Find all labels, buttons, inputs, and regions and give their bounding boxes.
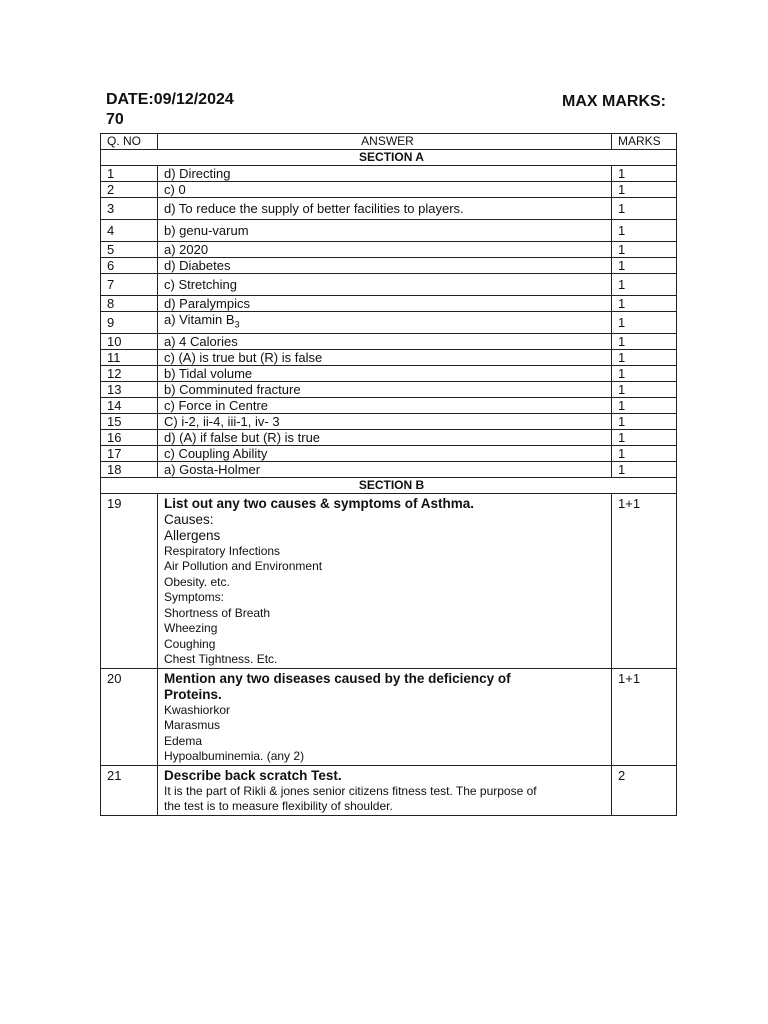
answer-21-line2: the test is to measure flexibility of shoulder. [164,799,393,814]
section-a-title: SECTION A [101,150,677,166]
table-row-21 [101,765,677,815]
answer-text: a) 2020 [164,242,209,257]
answer-text: d) Diabetes [164,258,231,273]
answer-20 [158,668,612,765]
answer-text: b) genu-varum [164,223,249,238]
section-b-row [101,477,677,493]
answer-text: d) To reduce the supply of better facilities to players. [164,201,464,216]
table-row [101,429,677,445]
answer-text: c) Coupling Ability [164,445,268,461]
qno-cell: 15 [101,413,158,429]
answer-cell [158,461,612,477]
table-row [101,397,677,413]
table-row [101,166,677,182]
answer-cell [158,381,612,397]
qno-cell: 3 [101,198,158,220]
table-row [101,461,677,477]
answer-text: c) Stretching [164,277,237,292]
marks-cell: 1 [612,242,677,258]
qno-cell: 12 [101,365,158,381]
header-marks: MARKS [612,134,677,150]
question-19: List out any two causes & symptoms of Asthma. [164,495,475,511]
answer-text: c) (A) is true but (R) is false [164,349,323,365]
qno-cell: 1 [101,166,158,182]
cause-allergens: Allergens [164,527,221,543]
table-row-20 [101,668,677,765]
qno-cell: 14 [101,397,158,413]
max-marks-label: MAX MARKS: [562,93,666,110]
section-a-row [101,150,677,166]
qno-cell: 10 [101,333,158,349]
answer-21 [158,765,612,815]
answer-text: a) Vitamin B [164,312,235,327]
answer-cell [158,274,612,296]
qno-cell: 11 [101,349,158,365]
marks-cell: 1 [612,258,677,274]
question-21: Describe back scratch Test. [164,767,342,783]
marks-cell: 1 [612,182,677,198]
table-row [101,242,677,258]
qno-cell: 6 [101,258,158,274]
table-row [101,381,677,397]
answer-text: b) Comminuted fracture [164,381,301,397]
disease-item: Kwashiorkor [164,702,231,717]
answer-19 [158,493,612,668]
symptom-item: Shortness of Breath [164,605,271,620]
table-row [101,198,677,220]
marks-cell: 1 [612,274,677,296]
qno-cell: 4 [101,220,158,242]
question-20-line1: Mention any two diseases caused by the deficiency of [164,670,511,686]
marks-cell: 1 [612,365,677,381]
qno-cell: 13 [101,381,158,397]
answer-cell [158,429,612,445]
qno-cell: 17 [101,445,158,461]
answer-text: a) Gosta-Holmer [164,461,261,477]
cause-item: Air Pollution and Environment [164,559,323,574]
table-row [101,296,677,312]
symptom-item: Coughing [164,636,216,651]
disease-item: Edema [164,733,203,748]
answer-text: a) 4 Calories [164,333,238,349]
marks-cell: 1 [612,312,677,334]
table-header-row [101,134,677,150]
table-row [101,333,677,349]
qno-cell: 7 [101,274,158,296]
answer-subscript: 3 [234,319,240,330]
qno-cell: 9 [101,312,158,334]
qno-cell: 18 [101,461,158,477]
symptom-item: Chest Tightness. Etc. [164,652,278,667]
marks-cell: 1 [612,198,677,220]
exam-date: DATE:09/12/2024 [106,91,234,108]
max-marks-value: 70 [106,111,124,128]
qno-cell: 5 [101,242,158,258]
marks-cell: 1 [612,461,677,477]
disease-item: Hypoalbuminemia. (any 2) [164,749,305,764]
header-qno: Q. NO [101,134,158,150]
table-row [101,258,677,274]
table-row-19 [101,493,677,668]
symptom-item: Wheezing [164,621,218,636]
qno-cell: 16 [101,429,158,445]
answer-cell [158,413,612,429]
table-row [101,349,677,365]
marks-cell: 1 [612,445,677,461]
marks-cell: 1 [612,333,677,349]
answer-cell [158,333,612,349]
question-20-line2: Proteins. [164,686,222,702]
answer-text: c) Force in Centre [164,397,269,413]
cause-item: Respiratory Infections [164,543,281,558]
table-row [101,274,677,296]
marks-cell: 1 [612,166,677,182]
marks-20: 1+1 [612,668,677,765]
answer-cell [158,242,612,258]
marks-cell: 1 [612,220,677,242]
answer-cell [158,220,612,242]
causes-label: Causes: [164,511,214,527]
disease-item: Marasmus [164,718,221,733]
qno-cell: 8 [101,296,158,312]
qno-19: 19 [101,493,158,668]
answer-cell [158,198,612,220]
marks-19: 1+1 [612,493,677,668]
table-row [101,182,677,198]
marks-21: 2 [612,765,677,815]
cause-item: Obesity. etc. [164,574,230,589]
answer-cell [158,258,612,274]
table-row [101,312,677,334]
answer-cell [158,182,612,198]
table-row [101,365,677,381]
marks-cell: 1 [612,296,677,312]
marks-cell: 1 [612,349,677,365]
answer-text: C) i-2, ii-4, iii-1, iv- 3 [164,413,280,429]
answer-text: b) Tidal volume [164,365,253,381]
table-row [101,413,677,429]
table-row [101,445,677,461]
answer-cell [158,397,612,413]
answer-21-line1: It is the part of Rikli & jones senior citizens fitness test. The purpose of [164,783,537,798]
answer-table [100,133,677,816]
answer-cell [158,166,612,182]
answer-text: d) (A) if false but (R) is true [164,429,321,445]
marks-cell: 1 [612,413,677,429]
answer-text: d) Paralympics [164,296,250,311]
table-row [101,220,677,242]
header-answer: ANSWER [158,134,612,150]
section-b-title: SECTION B [101,477,677,493]
answer-cell [158,296,612,312]
answer-cell [158,445,612,461]
answer-cell [158,312,612,334]
qno-21: 21 [101,765,158,815]
answer-cell [158,349,612,365]
marks-cell: 1 [612,397,677,413]
qno-20: 20 [101,668,158,765]
answer-text: d) Directing [164,166,231,181]
answer-cell [158,365,612,381]
qno-cell: 2 [101,182,158,198]
symptoms-label: Symptoms: [164,590,225,605]
answer-text: c) 0 [164,182,186,197]
marks-cell: 1 [612,381,677,397]
marks-cell: 1 [612,429,677,445]
